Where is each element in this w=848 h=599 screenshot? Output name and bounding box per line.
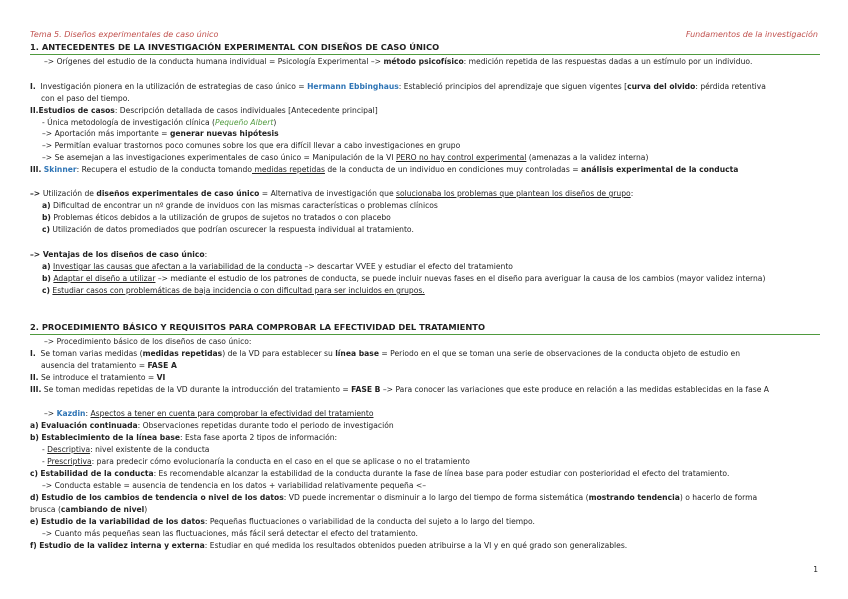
item-key: c) [42,225,50,234]
text-underlined: Aspectos a tener en cuenta para comprobar la efectividad del tratamiento [90,409,374,418]
text: Dificultad de encontrar un nº grande de inviduos con las mismas características o problemas clínicos [53,201,438,210]
text-underlined: Estudiar casos con problemáticas de baja incidencia o con dificultad para ser incluidos en grupos. [52,286,425,295]
procedure-I-continuation [41,361,177,370]
text: –> mediante el estudio de los patrones de conducta, se puede incluir nuevas fases en el diseño para averiguar la causa de los cambios (mayor validez interna) [155,274,766,283]
arrow: –> [30,189,43,198]
text: - [42,445,48,454]
text: : pérdida retentiva [695,82,766,91]
text: ) o hacerlo de forma [679,493,758,502]
advantages-heading [30,250,207,259]
text: : Descripción detallada de casos individuales [Antecedente principal] [114,106,378,115]
text-underlined: PERO no hay control experimental [395,153,527,162]
item-key: a) [42,262,51,271]
text: = Alternativa de investigación que [259,189,397,198]
text: de la conducta de un individuo en condiciones muy controladas = [324,165,581,174]
text-bold: generar nuevas hipótesis [169,129,279,138]
text: : para predecir cómo evolucionaría la conducta en el caso en el que se aplicase o no el tratamiento [91,457,470,466]
text-bold: curva del olvido [627,82,696,91]
roman-number: III. [30,385,42,394]
author-name: Skinner [43,165,77,174]
text: ausencia del tratamiento = [41,361,148,370]
text-underlined: Investigar las causas que afectan a la variabilidad de la conducta [53,262,303,271]
item-II-line3: –> Permitían evaluar trastornos poco comunes sobre los que era difícil llevar a cabo investigaciones en grupo [42,141,461,150]
text-underlined: solucionaba los problemas que plantean los diseños de grupo [396,189,631,198]
text: –> Aportación más importante = [42,129,170,138]
text: Se toman varias medidas ( [40,349,143,358]
alternative-item-b [42,213,391,222]
text-bold: Establecimiento de la línea base [41,433,181,442]
item-I-ebbinghaus [30,82,766,91]
text: Utilización de [42,189,97,198]
text: : nivel existente de la conducta [90,445,210,454]
text-underlined: Descriptiva [47,445,91,454]
roman-number: I. [30,349,36,358]
aspect-e [30,517,535,526]
text-bold: mostrando tendencia [588,493,680,502]
author-name: Hermann Ebbinghaus [307,82,399,91]
item-I-continuation: con el paso del tiempo. [41,94,130,103]
item-III-skinner [30,165,738,174]
item-key: b) [30,433,39,442]
text-italic-green: Pequeño Albert [214,118,274,127]
aspect-f [30,541,627,550]
item-II-line4 [42,153,648,162]
procedure-intro: –> Procedimiento básico de los diseños de caso único: [44,337,252,346]
alternative-item-c [42,225,414,234]
procedure-II [30,373,165,382]
item-II-case-studies [30,106,378,115]
text: ) [144,505,148,514]
text-underlined: Adaptar el diseño a utilizar [53,274,156,283]
arrow: –> [30,250,43,259]
item-key: b) [42,213,51,222]
text-underlined: medidas repetidas [252,165,325,174]
text: - Única metodología de investigación clínica ( [42,118,215,127]
roman-number: II. [30,373,39,382]
text: ) de la VD para establecer su [222,349,336,358]
text-underlined: Prescriptiva [47,457,92,466]
item-II-line1 [42,118,276,127]
text-bold: Estudios de casos [38,106,115,115]
text: : Estableció principios del aprendizaje que siguen vigentes [ [398,82,628,91]
aspect-a [30,421,394,430]
text-bold: FASE B [351,385,381,394]
alternative-item-a [42,201,438,210]
text-bold: análisis experimental de la conducta [580,165,739,174]
item-key: a) [30,421,39,430]
text: : [85,409,91,418]
origins-line [44,57,752,66]
arrow: –> [44,409,57,418]
header-topic: Tema 5. Diseños experimentales de caso único [30,30,219,39]
text: ) [273,118,277,127]
text: : [630,189,634,198]
aspect-d-continuation [30,505,147,514]
text-bold: Evaluación continuada [41,421,138,430]
procedure-I [30,349,740,358]
text-bold: cambiando de nivel [60,505,145,514]
author-name: Kazdin [56,409,86,418]
text: brusca ( [30,505,61,514]
text: = Periodo en el que se toman una serie de observaciones de la conducta objeto de estudio en [378,349,741,358]
roman-number: III. [30,165,42,174]
item-key: b) [42,274,51,283]
text: –> descartar VVEE y estudiar el efecto del tratamiento [302,262,513,271]
text-bold: medidas repetidas [142,349,223,358]
advantage-item-c [42,286,425,295]
text-bold: Ventajas de los diseños de caso único [42,250,205,259]
text-bold: FASE A [147,361,177,370]
text-bold: método psicofísico [383,57,464,66]
text-bold: línea base [335,349,379,358]
text: : Observaciones repetidas durante todo el periodo de investigación [137,421,394,430]
text: Se toman medidas repetidas de la VD durante la introducción del tratamiento = [43,385,352,394]
advantage-item-b [42,274,765,283]
text-bold: Estudio de los cambios de tendencia o nivel de los datos [41,493,284,502]
item-key: d) [30,493,39,502]
text: : [204,250,208,259]
text-bold: Estudio de la variabilidad de los datos [41,517,205,526]
page-number: 1 [813,565,818,574]
alternative-heading [30,189,633,198]
text: - [42,457,48,466]
text-bold: Estudio de la validez interna y externa [39,541,205,550]
text: : Esta fase aporta 2 tipos de información: [180,433,338,442]
roman-number: I. [30,82,36,91]
item-key: c) [42,286,50,295]
aspect-e-detail: –> Cuanto más pequeñas sean las fluctuaciones, más fácil será detectar el efecto del tratamiento. [42,529,418,538]
text: (amenazas a la validez interna) [526,153,649,162]
item-key: f) [30,541,37,550]
aspect-b-prescriptive [42,457,470,466]
text: : Recupera el estudio de la conducta tomando [76,165,253,174]
item-II-line2 [42,129,279,138]
text: Se introduce el tratamiento = [40,373,157,382]
text: –> Orígenes del estudio de la conducta humana individual = Psicología Experimental –> [44,57,384,66]
item-key: c) [30,469,38,478]
aspect-b [30,433,337,442]
aspect-c [30,469,729,478]
text: : Es recomendable alcanzar la estabilidad de la conducta durante la fase de línea base para poder estudiar con posterioridad el efecto del tratamiento. [153,469,730,478]
item-key: a) [42,201,51,210]
text: : VD puede incrementar o disminuir a lo largo del tiempo de forma sistemática ( [283,493,589,502]
text: : Estudiar en qué medida los resultados obtenidos pueden atribuirse a la VI y en qué grado son generalizables. [204,541,628,550]
procedure-III [30,385,769,394]
text: : Pequeñas fluctuaciones o variabilidad de la conducta del sujeto a lo largo del tiempo. [204,517,535,526]
item-key: e) [30,517,39,526]
text-bold: VI [156,373,166,382]
text-bold: diseños experimentales de caso único [96,189,260,198]
section-2-title: 2. PROCEDIMIENTO BÁSICO Y REQUISITOS PARA COMPROBAR LA EFECTIVIDAD DEL TRATAMIENTO [30,322,820,335]
roman-number: II. [30,106,39,115]
aspect-d [30,493,757,502]
text: Problemas éticos debidos a la utilización de grupos de sujetos no tratados o con placebo [53,213,391,222]
advantage-item-a [42,262,513,271]
text: Investigación pionera en la utilización de estrategias de caso único = [40,82,308,91]
kazdin-heading [44,409,374,418]
text: –> Se asemejan a las investigaciones experimentales de caso único = Manipulación de la VI [42,153,396,162]
text: –> Para conocer las variaciones que este produce en relación a las medidas establecidas en la fase A [380,385,769,394]
header-course: Fundamentos de la investigación [685,30,818,39]
section-1-title: 1. ANTECEDENTES DE LA INVESTIGACIÓN EXPERIMENTAL CON DISEÑOS DE CASO ÚNICO [30,42,820,55]
text-bold: Estabilidad de la conducta [40,469,154,478]
text: Utilización de datos promediados que podrían oscurecer la respuesta individual al tratamiento. [52,225,414,234]
aspect-c-detail: –> Conducta estable = ausencia de tendencia en los datos + variabilidad relativamente pequeña <– [42,481,427,490]
text: : medición repetida de las respuestas dadas a un estímulo por un individuo. [463,57,753,66]
aspect-b-descriptive [42,445,209,454]
